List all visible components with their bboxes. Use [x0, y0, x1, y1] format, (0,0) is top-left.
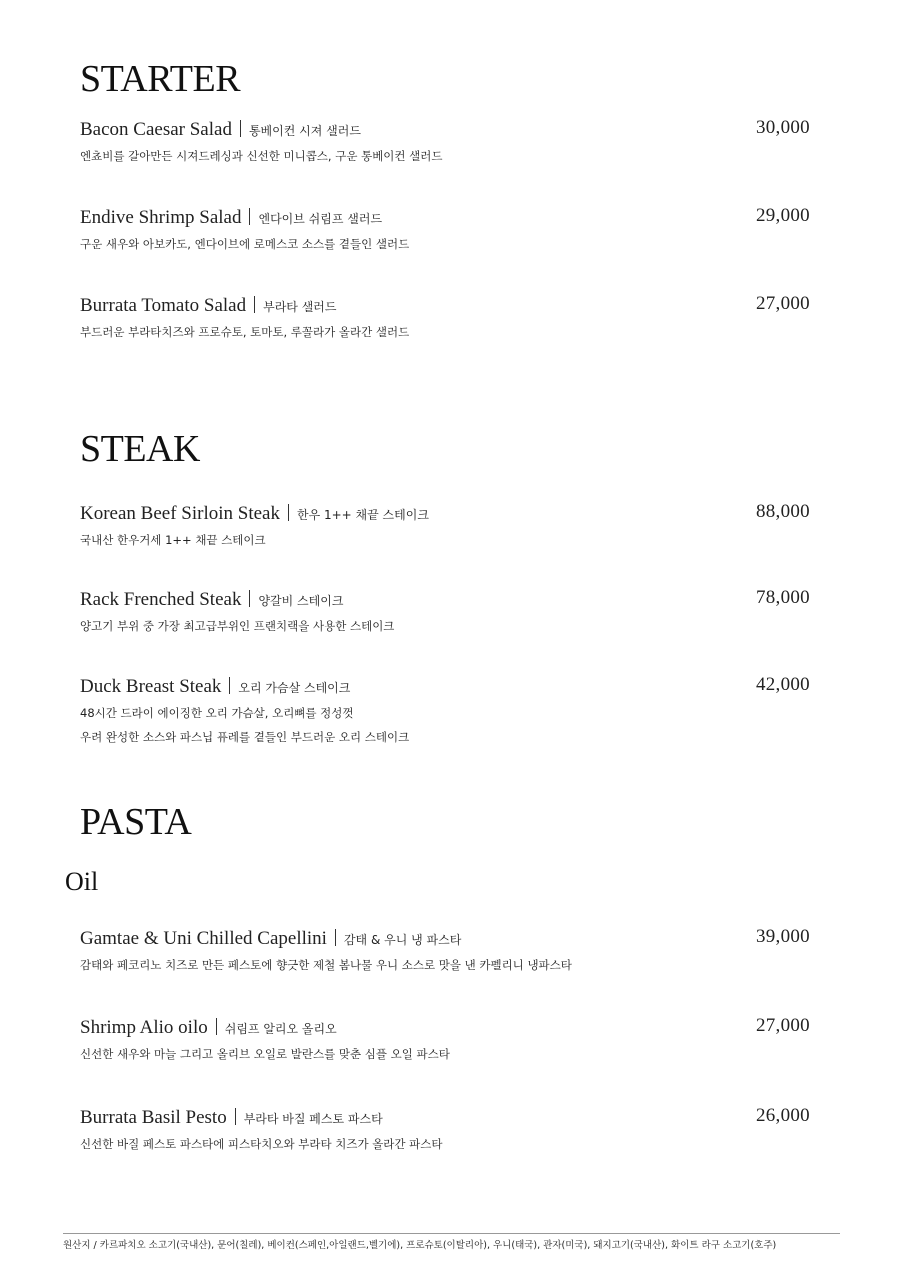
item-korean-name: 엔다이브 쉬림프 샐러드 [258, 212, 383, 226]
item-description: 양고기 부위 중 가장 최고급부위인 프랜치랙을 사용한 스테이크 [80, 619, 395, 633]
item-korean-name: 감태 & 우니 냉 파스타 [343, 933, 462, 947]
item-description: 엔쵸비를 갈아만든 시져드레싱과 신선한 미니콥스, 구운 통베이컨 샐러드 [80, 149, 443, 163]
section-title-starter: STARTER [80, 58, 241, 100]
footer-divider [63, 1233, 840, 1234]
menu-item [80, 676, 810, 749]
item-name: Shrimp Alio oilo [80, 1017, 208, 1038]
item-name: Rack Frenched Steak [80, 589, 242, 610]
item-korean-name: 오리 가슴살 스테이크 [238, 681, 351, 695]
separator [235, 1108, 236, 1125]
item-price: 88,000 [755, 501, 810, 522]
menu-item [80, 928, 810, 977]
item-price: 27,000 [755, 293, 810, 314]
item-price: 26,000 [755, 1105, 810, 1126]
item-korean-name: 부라타 샐러드 [263, 300, 337, 314]
separator [240, 120, 241, 137]
item-description: 국내산 한우거세 1++ 채끝 스테이크 [80, 533, 266, 547]
separator [249, 208, 250, 225]
item-price: 42,000 [755, 674, 810, 695]
item-price: 39,000 [755, 926, 810, 947]
item-price: 29,000 [755, 205, 810, 226]
separator [229, 677, 230, 694]
menu-item [80, 589, 810, 638]
item-description: 신선한 바질 페스토 파스타에 피스타치오와 부라타 치즈가 올라간 파스타 [80, 1137, 443, 1151]
item-name: Burrata Basil Pesto [80, 1107, 227, 1128]
item-description: 48시간 드라이 에이징한 오리 가슴살, 오리뼈를 정성껏 [80, 706, 354, 720]
menu-item [80, 1107, 810, 1156]
origin-footer: 원산지 / 카르파치오 소고기(국내산), 문어(칠레), 베이컨(스페인,아일랜드,벨기에), 프로슈토(이탈리아), 우니(태국), 관자(미국), 돼지고기(국내산), 화이트 라구 소고기(호주) [63, 1240, 777, 1251]
item-name: Bacon Caesar Salad [80, 119, 232, 140]
menu-item [80, 295, 810, 344]
separator [288, 504, 289, 521]
item-description: 부드러운 부라타치즈와 프로슈토, 토마토, 루꼴라가 올라간 샐러드 [80, 325, 410, 339]
item-korean-name: 통베이컨 시져 샐러드 [248, 124, 361, 138]
separator [249, 590, 250, 607]
section-title-steak: STEAK [80, 428, 200, 470]
item-name: Endive Shrimp Salad [80, 207, 242, 228]
item-price: 27,000 [755, 1015, 810, 1036]
menu-item [80, 1017, 810, 1066]
item-name: Burrata Tomato Salad [80, 295, 247, 316]
item-name: Duck Breast Steak [80, 676, 222, 697]
menu-item [80, 503, 810, 552]
item-price: 30,000 [755, 117, 810, 138]
separator [254, 296, 255, 313]
item-price: 78,000 [755, 587, 810, 608]
item-description: 감태와 페코리노 치즈로 만든 페스토에 향긋한 제철 봄나물 우니 소스로 맛을 낸 카펠리니 냉파스타 [80, 958, 572, 972]
separator [335, 929, 336, 946]
item-description: 우려 완성한 소스와 파스닙 퓨레를 곁들인 부드러운 오리 스테이크 [80, 730, 410, 744]
section-title-pasta: PASTA [80, 801, 192, 843]
menu-item [80, 207, 810, 256]
item-korean-name: 쉬림프 알리오 올리오 [224, 1022, 337, 1036]
item-description: 신선한 새우와 마늘 그리고 올리브 오일로 발란스를 맞춘 심플 오일 파스타 [80, 1047, 450, 1061]
item-korean-name: 한우 1++ 채끝 스테이크 [296, 508, 429, 522]
section-subtitle-oil: Oil [65, 867, 99, 896]
item-name: Korean Beef Sirloin Steak [80, 503, 280, 524]
item-korean-name: 부라타 바질 페스토 파스타 [243, 1112, 383, 1126]
item-description: 구운 새우와 아보카도, 엔다이브에 로메스코 소스를 곁들인 샐러드 [80, 237, 410, 251]
separator [216, 1018, 217, 1035]
menu-item [80, 119, 810, 168]
item-name: Gamtae & Uni Chilled Capellini [80, 928, 327, 949]
item-korean-name: 양갈비 스테이크 [258, 594, 344, 608]
